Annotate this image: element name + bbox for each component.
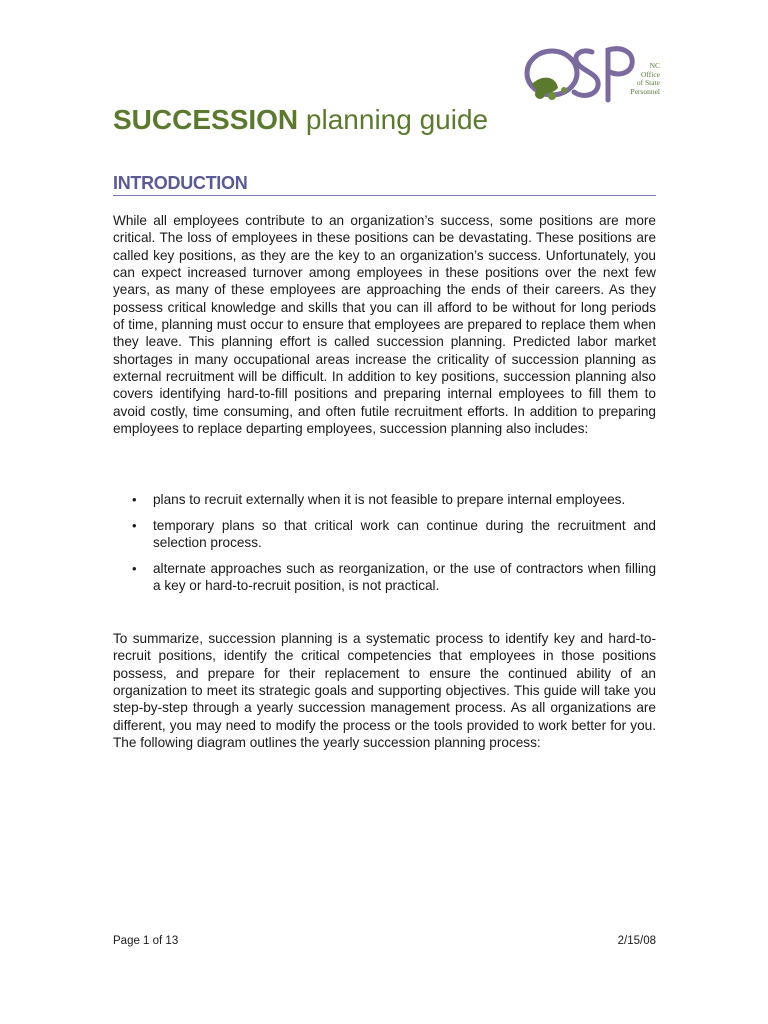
document-date: 2/15/08 (617, 935, 656, 947)
logo-caption (620, 62, 660, 96)
list-item (113, 560, 656, 595)
title-strong: SUCCESSION (113, 104, 299, 135)
bullet-list (113, 491, 656, 603)
bullet-icon: • (132, 561, 137, 577)
logo-caption-line: of State (636, 78, 660, 87)
list-item (113, 491, 656, 508)
list-item-text: temporary plans so that critical work can continue during the recruitment and selection process. (153, 517, 656, 551)
bullet-icon: • (132, 492, 137, 507)
page-number: Page 1 of 13 (113, 935, 179, 947)
summary-paragraph: To summarize, succession planning is a systematic process to identify key and hard-to-recruit positions, identify the critical competencies that employees in those positions possess, and prepare for their replacement to ensure the continued ability of an organization to meet its strategic goals and supporting objectives. This guide will take you step-by-step through a yearly succession management process. As all organizations are different, you may need to modify the process or the tools provided to work better for you. The following diagram outlines the yearly succession planning process: (113, 631, 656, 751)
bullet-icon: • (132, 517, 137, 533)
intro-paragraph: While all employees contribute to an organization’s success, some positions are more critical. The loss of employees in these positions can be devastating. These positions are called key positions, as they are the key to an organization’s success. Unfortunately, you can expect increased turnover among employees in these positions over the next few years, as many of these employees are approaching the ends of their careers. As they possess critical knowledge and skills that you can ill afford to be without for long periods of time, planning must occur to ensure that employees are prepared to replace them when they leave. This planning effort is called succession planning. Predicted labor market shortages in many occupational areas increase the criticality of succession planning as external recruitment will be difficult. In addition to key positions, succession planning also covers identifying hard-to-fill positions and preparing internal employees to fill them to avoid costly, time consuming, and often futile recruitment efforts. In addition to preparing employees to replace departing employees, succession planning also includes: (113, 213, 656, 437)
list-item-text: alternate approaches such as reorganization, or the use of contractors when filling a key or hard-to-recruit position, is not practical. (153, 561, 656, 594)
list-item-text: plans to recruit externally when it is not feasible to prepare internal employees. (153, 492, 626, 507)
list-item (113, 517, 656, 552)
section-heading: INTRODUCTION (113, 172, 656, 196)
title-rest: planning guide (298, 104, 489, 135)
logo-caption-line: NC (649, 61, 660, 70)
document-title (113, 103, 488, 137)
logo-caption-line: Office (640, 69, 660, 79)
logo-caption-line: Personnel (630, 86, 660, 96)
